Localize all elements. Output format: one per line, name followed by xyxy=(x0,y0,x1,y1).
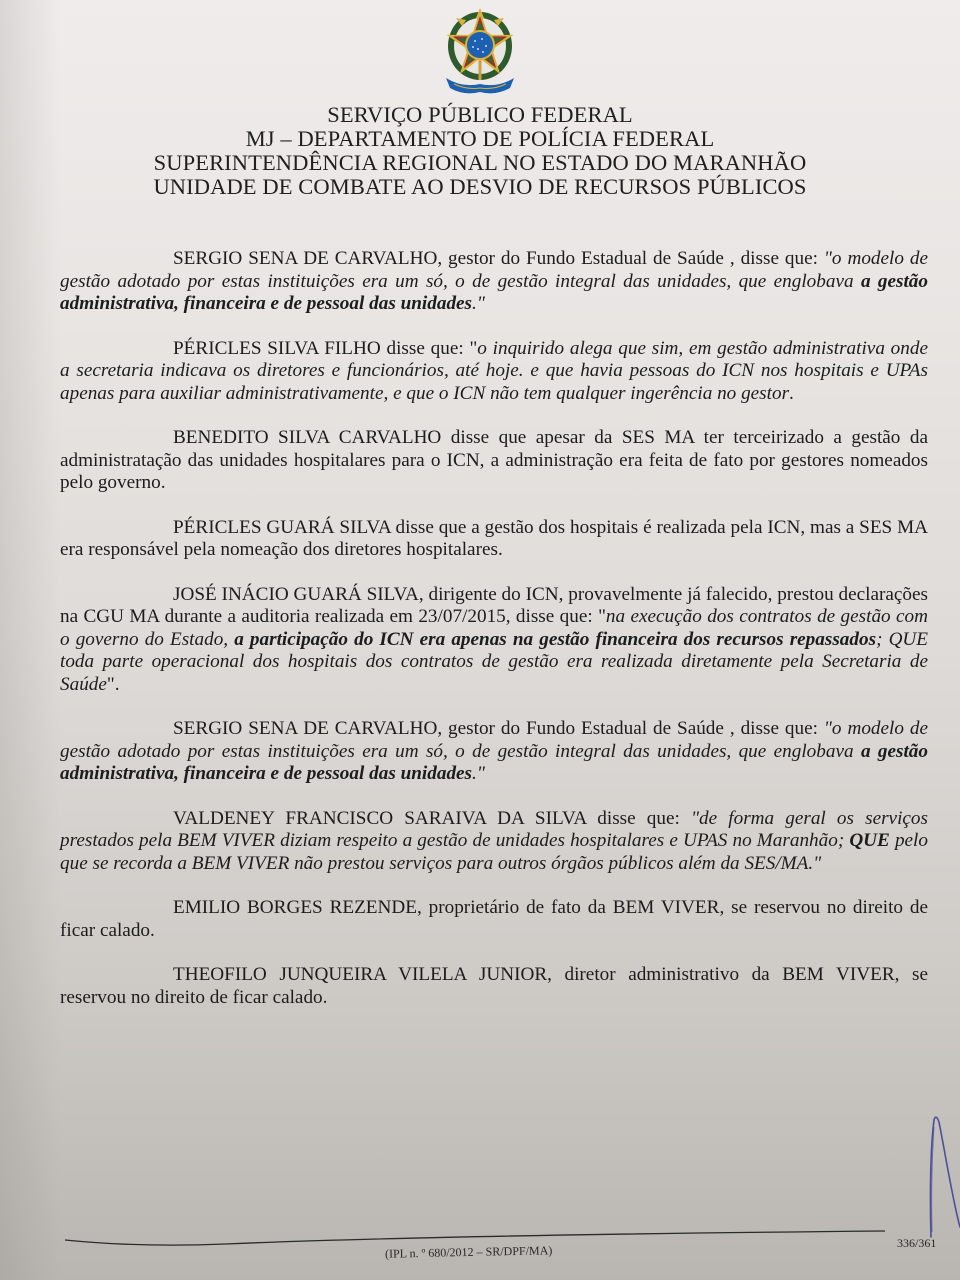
statement-text: , diretor administrativo da BEM VIVER, se reservou no direito de ficar calado. xyxy=(60,964,928,1008)
quote: "de forma geral os serviços prestados pela BEM VIVER diziam respeito a gestão de unidades hospitalares e UPAS no Maranhão; xyxy=(60,807,928,851)
header-line-unit: UNIDADE DE COMBATE AO DESVIO DE RECURSOS PÚBLICOS xyxy=(153,174,807,199)
testimony-paragraph: PÉRICLES SILVA FILHO disse que: "o inquirido alega que sim, em gestão administrativa onde a secretaria indicava os diretores e funcionários, até hoje. e que havia pessoas do ICN nos hospitais e UPAs apenas para auxiliar administrativamente, e que o ICN não tem qualquer ingerência no gestor. xyxy=(60,337,928,404)
quote: "o modelo de gestão adotado por estas instituições era um só, o de gestão integral das unidades, que englobava xyxy=(60,718,928,762)
brazil-coat-of-arms-icon xyxy=(442,4,518,96)
statement-text: disse que apesar da SES MA ter terceirizado a gestão da administratação das unidades hospitalares para o ICN, a administração era feita de fato por gestores nomeados pelo governo. xyxy=(60,427,928,493)
quote: na execução dos contratos de gestão com o governo do Estado, xyxy=(60,606,928,650)
witness-name: BENEDITO SILVA CARVALHO xyxy=(173,427,442,448)
page-number: 336/361 xyxy=(897,1236,937,1250)
witness-name: PÉRICLES GUARÁ SILVA xyxy=(173,516,391,538)
quote-emphasis: a gestão administrativa, financeira e de pessoal das unidades xyxy=(60,740,928,784)
statement-text: disse que a gestão dos hospitais é realizada pela ICN, mas a SES MA era responsável pela nomeação dos diretores hospitalares. xyxy=(60,516,928,560)
quote-emphasis: QUE xyxy=(849,830,890,851)
document-body xyxy=(60,248,928,1031)
quote-emphasis: a gestão administrativa, financeira e de pessoal das unidades xyxy=(60,270,928,314)
testimony-paragraph xyxy=(60,964,928,1009)
witness-name: VALDENEY FRANCISCO SARAIVA DA SILVA xyxy=(173,807,587,829)
witness-name: SERGIO SENA DE CARVALHO xyxy=(173,248,438,269)
testimony-paragraph xyxy=(60,517,928,562)
case-reference: (IPL n. º 680/2012 – SR/DPF/MA) xyxy=(384,1243,553,1261)
header-line-department: MJ – DEPARTAMENTO DE POLÍCIA FEDERAL xyxy=(245,126,715,151)
statement-text: , proprietário de fato da BEM VIVER, se reservou no direito de ficar calado. xyxy=(60,897,928,941)
testimony-paragraph xyxy=(60,897,928,942)
witness-name: JOSÉ INÁCIO GUARÁ SILVA xyxy=(173,583,419,605)
document-header xyxy=(100,103,860,199)
testimony-paragraph: SERGIO SENA DE CARVALHO, gestor do Fundo Estadual de Saúde , disse que: "o modelo de gestão adotado por estas instituições era um só, o de gestão integral das unidades, que englobava a gestão administrativa, financeira e de pessoal das unidades." xyxy=(60,248,928,314)
testimony-paragraph: SERGIO SENA DE CARVALHO, gestor do Fundo Estadual de Saúde , disse que: "o modelo de gestão adotado por estas instituições era um só, o de gestão integral das unidades, que englobava a gestão administrativa, financeira e de pessoal das unidades." xyxy=(60,718,928,784)
testimony-paragraph: JOSÉ INÁCIO GUARÁ SILVA, dirigente do ICN, provavelmente já falecido, prestou declarações na CGU MA durante a auditoria realizada em 23/07/2015, disse que: "na execução dos contratos de gestão com o governo do Estado, a participação do ICN era apenas na gestão financeira dos recursos repassados; QUE toda parte operacional dos hospitais dos contratos de gestão era realizada diretamente pela Secretaria de Saúde". xyxy=(60,583,929,695)
witness-name: PÉRICLES SILVA FILHO xyxy=(173,337,381,359)
header-line-superintendence: SUPERINTENDÊNCIA REGIONAL NO ESTADO DO MARANHÃO xyxy=(153,150,807,175)
testimony-paragraph xyxy=(60,427,928,495)
quote: o inquirido alega que sim, em gestão administrativa onde a secretaria indicava os diretores e funcionários, até hoje. e que havia pessoas do ICN nos hospitais e UPAs apenas para auxiliar administrativamente, e que o ICN não tem qualquer ingerência no gestor xyxy=(60,337,928,404)
quote-emphasis: a participação do ICN era apenas na gestão financeira dos recursos repassados xyxy=(234,628,877,650)
witness-name: SERGIO SENA DE CARVALHO xyxy=(173,718,438,739)
handwritten-initial-signature-icon xyxy=(925,1112,960,1242)
witness-name: EMILIO BORGES REZENDE xyxy=(173,897,417,918)
quote: "o modelo de gestão adotado por estas instituições era um só, o de gestão integral das unidades, que englobava xyxy=(60,248,928,292)
testimony-paragraph: VALDENEY FRANCISCO SARAIVA DA SILVA disse que: "de forma geral os serviços prestados pela BEM VIVER diziam respeito a gestão de unidades hospitalares e UPAS no Maranhão; QUE pelo que se recorda a BEM VIVER não prestou serviços para outros órgãos públicos além da SES/MA." xyxy=(60,807,928,874)
header-line-service: SERVIÇO PÚBLICO FEDERAL xyxy=(327,102,633,127)
witness-name: THEOFILO JUNQUEIRA VILELA JUNIOR xyxy=(173,964,548,985)
